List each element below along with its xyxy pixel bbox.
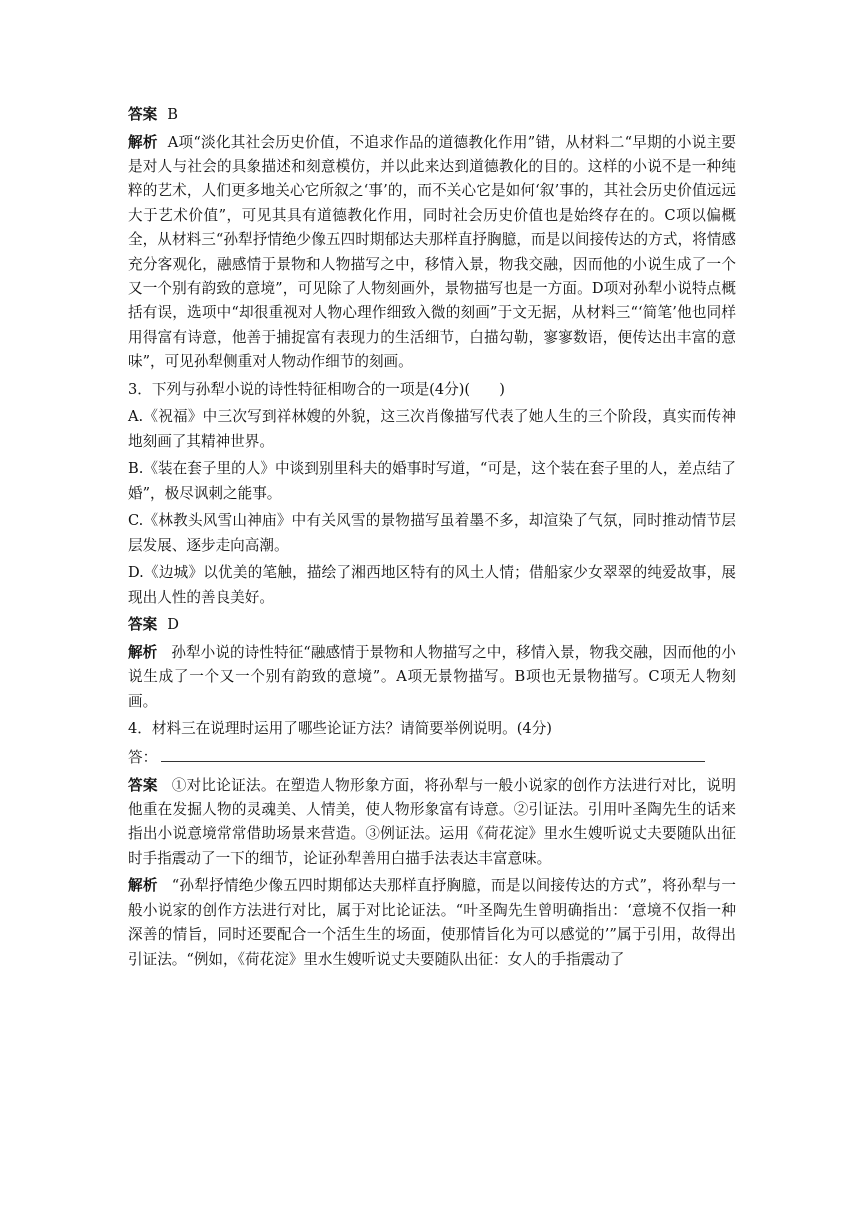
q3-option-c: C.《林教头风雪山神庙》中有关风雪的景物描写虽着墨不多，却渲染了气氛，同时推动情节层层发展、逐步走向高潮。 bbox=[128, 512, 736, 554]
answer-label: 答案 bbox=[128, 776, 158, 794]
q4-analysis bbox=[128, 874, 736, 972]
answer-label: 答案 bbox=[128, 616, 158, 634]
q4-answer bbox=[128, 774, 736, 872]
q2-answer-value: B bbox=[167, 106, 178, 123]
analysis-label: 解析 bbox=[128, 877, 158, 895]
q2-answer bbox=[128, 103, 736, 127]
answer-label: 答案 bbox=[128, 106, 158, 123]
q3-option-b: B.《装在套子里的人》中谈到别里科夫的婚事时写道，“可是，这个装在套子里的人，差点结了婚”，极尽讽刺之能事。 bbox=[128, 460, 736, 502]
q3-analysis bbox=[128, 641, 736, 714]
q4-answer-text: ①对比论证法。在塑造人物形象方面，将孙犁与一般小说家的创作方法进行对比，说明他重在发掘人物的灵魂美、人情美，使人物形象富有诗意。②引证法。引用叶圣陶先生的话来指出小说意境常常借助场景来营造。③例证法。运用《荷花淀》里水生嫂听说丈夫要随队出征时手指震动了一下的细节，论证孙犁善用白描手法表达丰富意味。 bbox=[128, 776, 736, 867]
analysis-label: 解析 bbox=[128, 133, 158, 151]
q4-analysis-text: “孙犁抒情绝少像五四时期郁达夫那样直抒胸臆，而是以间接传达的方式”，将孙犁与一般小说家的创作方法进行对比，属于对比论证法。“叶圣陶先生曾明确指出：‘意境不仅指一种深善的情旨，同时还要配合一个活生生的场面，使那情旨化为可以感觉的’”属于引用，故得出引证法。“例如，《荷花淀》里水生嫂听说丈夫要随队出征：女人的手指震动了 bbox=[128, 877, 736, 968]
document-body bbox=[128, 103, 736, 975]
answer-prompt: 答： bbox=[128, 749, 158, 767]
q3-option-d: D.《边城》以优美的笔触，描绘了湘西地区特有的风土人情；借船家少女翠翠的纯爱故事，展现出人性的善良美好。 bbox=[128, 564, 736, 606]
q3-option-a: A.《祝福》中三次写到祥林嫂的外貌，这三次肖像描写代表了她人生的三个阶段，真实而传神地刻画了其精神世界。 bbox=[128, 408, 736, 450]
q3-answer bbox=[128, 613, 736, 637]
q4-stem: 4．材料三在说理时运用了哪些论证方法？请简要举例说明。(4分) bbox=[128, 720, 552, 738]
q3-stem: 3．下列与孙犁小说的诗性特征相吻合的一项是(4分)( ) bbox=[128, 380, 506, 398]
q3-answer-value: D bbox=[167, 616, 179, 634]
q3-analysis-text: 孙犁小说的诗性特征“融感情于景物和人物描写之中，移情入景，物我交融，因而他的小说生成了一个又一个别有韵致的意境”。A项无景物描写。B项也无景物描写。C项无人物刻画。 bbox=[128, 644, 736, 710]
q2-analysis bbox=[128, 131, 736, 375]
analysis-label: 解析 bbox=[128, 644, 158, 662]
answer-blank-line bbox=[161, 745, 705, 762]
q4-answer-area bbox=[128, 745, 736, 770]
q2-analysis-text: A项“淡化其社会历史价值，不追求作品的道德教化作用”错，从材料二“早期的小说主要是对人与社会的具象描述和刻意模仿，并以此来达到道德教化的目的。这样的小说不是一种纯粹的艺术，人们更多地关心它所叙之‘事’的，而不关心它是如何‘叙’事的，其社会历史价值远远大于艺术价值”，可见其具有道德教化作用，同时社会历史价值也是始终存在的。C项以偏概全，从材料三“孙犁抒情绝少像五四时期郁达夫那样直抒胸臆，而是以间接传达的方式，将情感充分客观化，融感情于景物和人物描写之中，移情入景，物我交融，因而他的小说生成了一个又一个别有韵致的意境”，可见除了人物刻画外，景物描写也是一方面。D项对孙犁小说特点概括有误，选项中“却很重视对人物心理作细致入微的刻画”于文无据，从材料三“‘简笔’他也同样用得富有诗意，他善于捕捉富有表现力的生活细节，白描勾勒，寥寥数语，便传达出丰富的意味”，可见孙犁侧重对人物动作细节的刻画。 bbox=[128, 133, 736, 371]
